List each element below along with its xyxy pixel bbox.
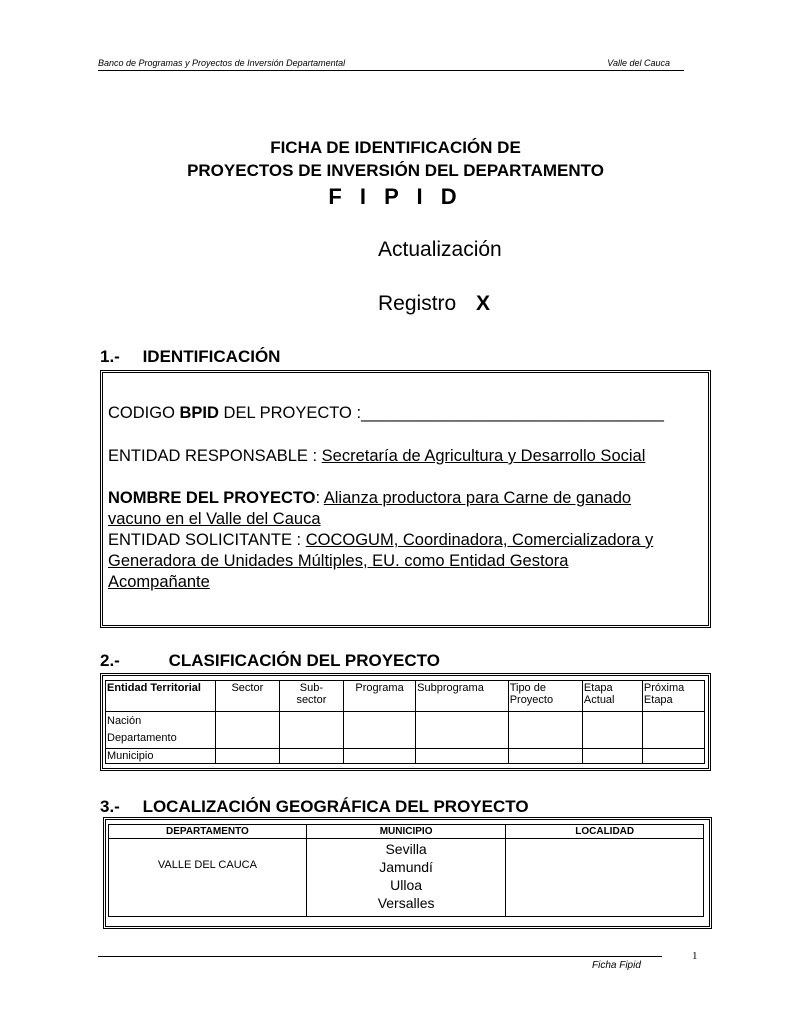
- col-etapa-actual: Etapa Actual: [582, 681, 642, 712]
- cell: [416, 712, 509, 749]
- solicitante-value-2: Generadora de Unidades Múltiples, EU. como Entidad Gestora: [108, 552, 569, 570]
- section3-number: 3.-: [100, 797, 120, 816]
- location-table: [108, 824, 704, 917]
- section3-title: LOCALIZACIÓN GEOGRÁFICA DEL PROYECTO: [142, 797, 529, 816]
- table-row: [106, 712, 705, 749]
- solicitante-line: [108, 530, 653, 551]
- table-row: [106, 749, 705, 764]
- codigo-line: [108, 403, 664, 424]
- nombre-label: NOMBRE DEL PROYECTO: [108, 489, 316, 507]
- codigo-blank: _________________________________: [361, 404, 664, 422]
- cell: [215, 712, 279, 749]
- col-subsector: Sub- sector: [279, 681, 343, 712]
- row-departamento: Departamento: [107, 732, 177, 744]
- section1-title: IDENTIFICACIÓN: [142, 347, 281, 366]
- codigo-label: CODIGO: [108, 404, 180, 422]
- municipio-list: [306, 839, 506, 917]
- nombre-line: [108, 488, 631, 509]
- cell: [642, 712, 704, 749]
- list-item: Jamundí: [379, 859, 433, 875]
- row-municipio: Municipio: [106, 749, 216, 764]
- title-line-1: FICHA DE IDENTIFICACIÓN DE: [270, 138, 521, 157]
- cell: [215, 749, 279, 764]
- cell: [279, 749, 343, 764]
- nombre-colon: :: [315, 489, 324, 507]
- col-municipio: MUNICIPIO: [306, 825, 506, 839]
- section2-title: CLASIFICACIÓN DEL PROYECTO: [168, 651, 440, 670]
- list-item: Ulloa: [390, 877, 423, 893]
- cell: [416, 749, 509, 764]
- col-subprograma: Subprograma: [416, 681, 509, 712]
- departamento-value: VALLE DEL CAUCA: [109, 839, 307, 917]
- cell: [582, 712, 642, 749]
- codigo-label-post: DEL PROYECTO :: [218, 404, 362, 422]
- col-departamento: DEPARTAMENTO: [109, 825, 307, 839]
- entidad-label: ENTIDAD RESPONSABLE :: [108, 447, 322, 465]
- header-right-text: Valle del Cauca: [607, 58, 670, 68]
- cell: [279, 712, 343, 749]
- solicitante-label: ENTIDAD SOLICITANTE :: [108, 531, 306, 549]
- footer-label: Ficha Fipid: [592, 960, 641, 971]
- footer-rule: [98, 956, 662, 957]
- localidad-value: [506, 839, 704, 917]
- section2-heading: [100, 651, 440, 671]
- section2-number: 2.-: [100, 651, 120, 670]
- solicitante-value-3: Acompañante: [108, 573, 210, 591]
- section1-number: 1.-: [100, 347, 120, 366]
- cell: [508, 712, 582, 749]
- option-update: Actualización: [378, 238, 502, 261]
- option-register-label: Registro: [378, 292, 457, 315]
- col-sector: Sector: [215, 681, 279, 712]
- list-item: Versalles: [377, 895, 435, 911]
- classification-table: [105, 680, 705, 764]
- entidad-value: Secretaría de Agricultura y Desarrollo Social: [321, 447, 646, 465]
- row-nacion: Nación: [107, 715, 142, 727]
- entidad-line: [108, 446, 645, 467]
- section1-heading: [100, 347, 280, 367]
- col-localidad: LOCALIDAD: [506, 825, 704, 839]
- cell: [642, 749, 704, 764]
- header-left-text: Banco de Programas y Proyectos de Inversión Departamental: [98, 58, 346, 68]
- nombre-value-2: vacuno en el Valle del Cauca: [108, 510, 321, 528]
- page-number: 1: [692, 950, 698, 962]
- title-acronym: F I P I D: [328, 184, 463, 209]
- col-entidad-territorial: Entidad Territorial: [106, 681, 216, 712]
- table-row: [109, 839, 704, 917]
- title-line-2: PROYECTOS DE INVERSIÓN DEL DEPARTAMENTO: [187, 161, 604, 180]
- running-header: [98, 58, 684, 71]
- location-header-row: [109, 825, 704, 839]
- classification-header-row: [106, 681, 705, 712]
- nombre-value-1: Alianza productora para Carne de ganado: [323, 489, 632, 507]
- list-item: Sevilla: [385, 841, 427, 857]
- row-territorial-names: [106, 712, 216, 749]
- col-tipo-proyecto: Tipo de Proyecto: [508, 681, 582, 712]
- col-proxima-etapa: Próxima Etapa: [642, 681, 704, 712]
- option-register-mark: X: [476, 292, 491, 315]
- option-register: [378, 292, 490, 316]
- col-programa: Programa: [343, 681, 415, 712]
- codigo-bpid: BPID: [179, 404, 219, 422]
- cell: [343, 712, 415, 749]
- cell: [582, 749, 642, 764]
- cell: [343, 749, 415, 764]
- section3-heading: [100, 797, 529, 817]
- solicitante-value-1: COCOGUM, Coordinadora, Comercializadora y: [305, 531, 654, 549]
- cell: [508, 749, 582, 764]
